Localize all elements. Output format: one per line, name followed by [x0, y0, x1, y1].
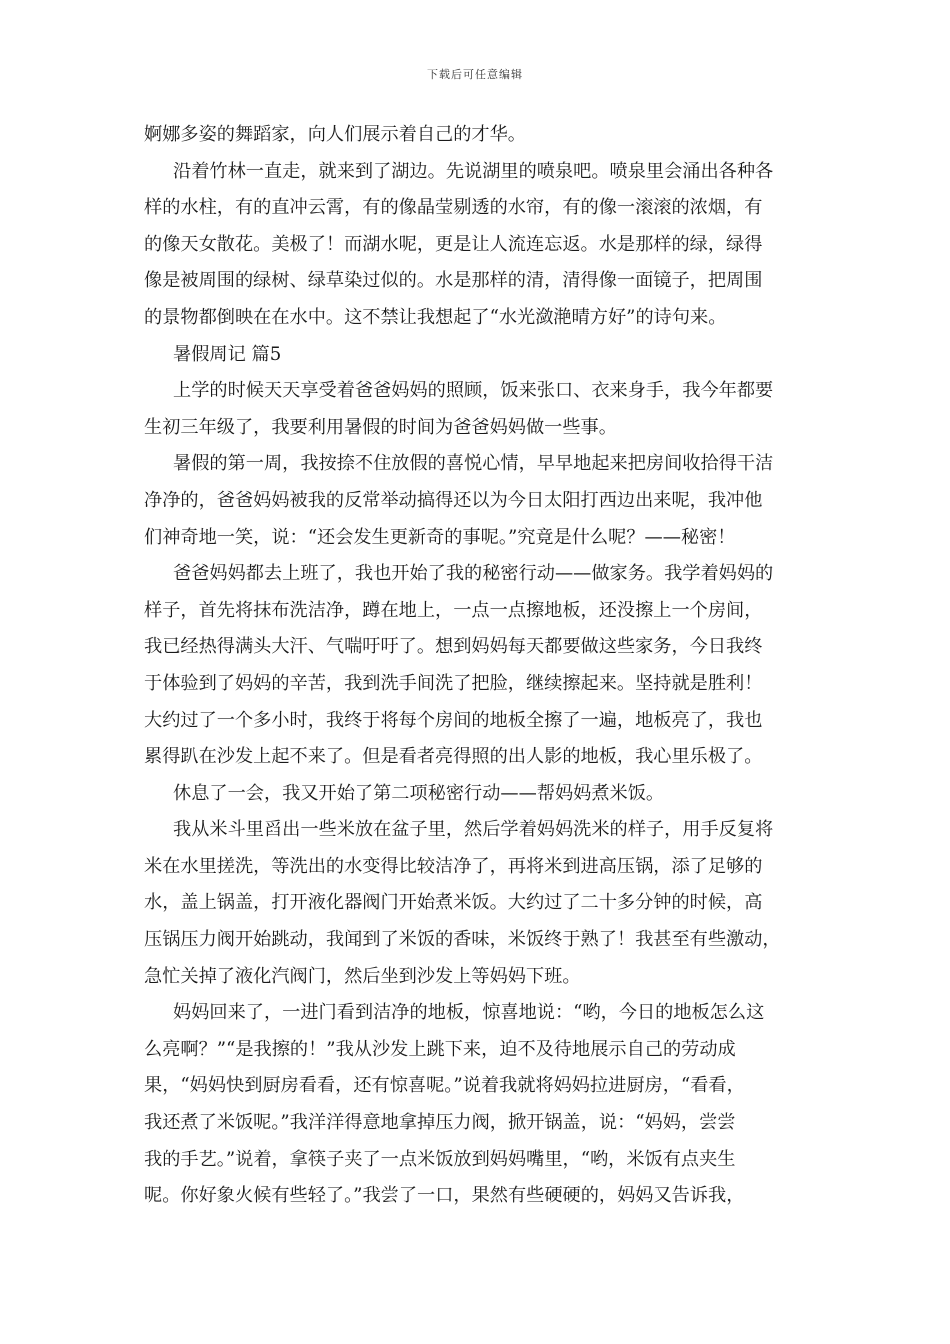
text-line: 我还煮了米饭呢。”我洋洋得意地拿掉压力阀，掀开锅盖，说：“妈妈，尝尝 [144, 1112, 736, 1134]
text-line: 的景物都倒映在在水中。这不禁让我想起了“水光潋滟晴方好”的诗句来。 [144, 306, 727, 328]
text-line: 么亮啊？”“是我擦的！”我从沙发上跳下来，迫不及待地展示自己的劳动成 [144, 1038, 736, 1060]
text-line: 爸爸妈妈都去上班了，我也开始了我的秘密行动——做家务。我学着妈妈的 [173, 563, 774, 585]
text-line: 呢。你好象火候有些轻了。”我尝了一口，果然有些硬硬的，妈妈又告诉我， [144, 1185, 745, 1207]
text-line: 于体验到了妈妈的辛苦，我到洗手间洗了把脸，继续擦起来。坚持就是胜利！ [144, 672, 763, 694]
text-line: 样的水柱，有的直冲云霄，有的像晶莹剔透的水帘，有的像一滚滚的浓烟，有 [144, 197, 763, 219]
text-line: 婀娜多姿的舞蹈家，向人们展示着自己的才华。 [144, 124, 526, 145]
page-header: 下载后可任意编辑 [427, 68, 523, 81]
body-text [144, 117, 810, 1215]
text-line: 我已经热得满头大汗、气喘吁吁了。想到妈妈每天都要做这些家务，今日我终 [144, 636, 763, 658]
text-line: 休息了一会，我又开始了第二项秘密行动——帮妈妈煮米饭。 [173, 782, 665, 804]
text-line: 上学的时候天天享受着爸爸妈妈的照顾，饭来张口、衣来身手，我今年都要 [173, 380, 774, 402]
text-line: 妈妈回来了，一进门看到洁净的地板，惊喜地说：“哟，今日的地板怎么这 [173, 1002, 765, 1024]
text-line: 急忙关掉了液化汽阀门，然后坐到沙发上等妈妈下班。 [144, 965, 581, 987]
text-line: 们神奇地一笑，说：“还会发生更新奇的事呢。”究竟是什么呢？——秘密！ [144, 526, 736, 548]
text-line: 的像天女散花。美极了！而湖水呢，更是让人流连忘返。水是那样的绿，绿得 [144, 233, 763, 255]
text-line: 米在水里搓洗，等洗出的水变得比较洁净了，再将米到进高压锅，添了足够的 [144, 855, 763, 877]
text-line: 沿着竹林一直走，就来到了湖边。先说湖里的喷泉吧。喷泉里会涌出各种各 [173, 160, 774, 182]
text-line: 生初三年级了，我要利用暑假的时间为爸爸妈妈做一些事。 [144, 416, 617, 438]
text-line: 我的手艺。”说着，拿筷子夹了一点米饭放到妈妈嘴里，“哟，米饭有点夹生 [144, 1148, 736, 1170]
text-line: 暑假的第一周，我按捺不住放假的喜悦心情，早早地起来把房间收拾得干洁 [173, 453, 774, 475]
text-line: 暑假周记 篇5 [173, 343, 282, 365]
text-line: 样子，首先将抹布洗洁净，蹲在地上，一点一点擦地板，还没擦上一个房间， [144, 599, 763, 621]
text-line: 大约过了一个多小时，我终于将每个房间的地板全擦了一遍，地板亮了，我也 [144, 709, 763, 731]
text-line: 像是被周围的绿树、绿草染过似的。水是那样的清，清得像一面镜子，把周围 [144, 270, 763, 292]
text-line: 压锅压力阀开始跳动，我闻到了米饭的香味，米饭终于熟了！我甚至有些激动， [144, 929, 781, 951]
text-line: 净净的，爸爸妈妈被我的反常举动搞得还以为今日太阳打西边出来呢，我冲他 [144, 489, 763, 511]
text-line: 果，“妈妈快到厨房看看，还有惊喜呢。”说着我就将妈妈拉进厨房，“看看， [144, 1075, 745, 1097]
text-line: 水，盖上锅盖，打开液化器阀门开始煮米饭。大约过了二十多分钟的时候，高 [144, 892, 763, 914]
text-line: 累得趴在沙发上起不来了。但是看者亮得照的出人影的地板，我心里乐极了。 [144, 746, 763, 768]
text-line: 我从米斗里舀出一些米放在盆子里，然后学着妈妈洗米的样子，用手反复将 [173, 819, 774, 841]
